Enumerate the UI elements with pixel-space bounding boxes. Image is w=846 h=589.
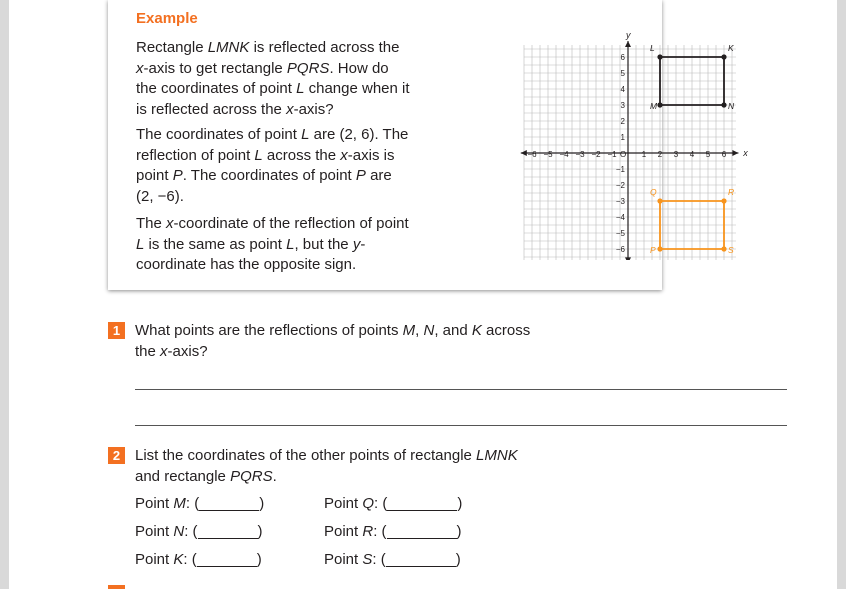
point-label-r: R <box>728 187 735 197</box>
example-paragraph-2: The coordinates of point L are (2, 6). The reflection of point L across the x-axis is point P. The coordinates of point P are (2, −6). <box>136 126 409 205</box>
y-tick-label: −6 <box>615 245 625 254</box>
x-tick-label: 1 <box>641 150 647 159</box>
y-tick-label: 2 <box>620 117 625 126</box>
point-label-q: Q <box>650 187 657 197</box>
y-tick-label: −2 <box>615 181 625 190</box>
y-tick-label: 4 <box>620 85 625 94</box>
point-label-s: S <box>728 245 734 255</box>
point-m-entry: Point M: ( ) <box>135 495 265 512</box>
y-tick-label: 6 <box>620 53 625 62</box>
x-tick-label: −1 <box>607 150 617 159</box>
point-s-entry: Point S: ( ) <box>324 551 461 568</box>
point-label-m: M <box>650 101 658 111</box>
page-edge-right <box>837 0 846 589</box>
x-axis-arrow <box>732 150 738 156</box>
answer-line[interactable] <box>135 389 787 390</box>
coordinate-blank[interactable] <box>387 524 457 539</box>
x-tick-label: −4 <box>559 150 569 159</box>
point-p <box>657 246 662 251</box>
point-n-entry: Point N: ( ) <box>135 523 263 540</box>
y-axis-label: y <box>626 29 631 40</box>
point-label-p: P <box>650 245 656 255</box>
next-question-badge-partial <box>108 585 125 589</box>
answer-line[interactable] <box>135 425 787 426</box>
coordinate-blank[interactable] <box>197 552 257 567</box>
x-tick-label: 3 <box>673 150 679 159</box>
point-k <box>721 54 726 59</box>
x-tick-label: −6 <box>527 150 537 159</box>
y-tick-label: −1 <box>615 165 625 174</box>
y-tick-label: 1 <box>620 133 625 142</box>
point-label-n: N <box>728 101 735 111</box>
question-number-badge: 1 <box>108 322 125 339</box>
x-axis-label: x <box>743 148 748 158</box>
question-2-text: List the coordinates of the other points of rectangle LMNK and rectangle PQRS. <box>135 447 518 485</box>
x-tick-label: 4 <box>689 150 695 159</box>
coordinate-blank[interactable] <box>198 524 258 539</box>
coordinate-blank[interactable] <box>199 496 259 511</box>
point-r <box>721 198 726 203</box>
question-1-text: What points are the reflections of points M, N, and K across the x-axis? <box>135 322 531 360</box>
y-axis-arrow <box>625 41 631 47</box>
point-q-entry: Point Q: ( ) <box>324 495 463 512</box>
x-tick-label: −3 <box>575 150 585 159</box>
example-paragraph-3: The x-coordinate of the reflection of point L is the same as point L, but the y-coordinate has the opposite sign. <box>136 215 409 273</box>
point-k-entry: Point K: ( ) <box>135 551 262 568</box>
page-edge-left <box>0 0 9 589</box>
point-l <box>657 54 662 59</box>
x-tick-label: −5 <box>543 150 553 159</box>
y-tick-label: 3 <box>620 101 625 110</box>
y-tick-label: −3 <box>615 197 625 206</box>
y-tick-label: −5 <box>615 229 625 238</box>
x-tick-label: 6 <box>721 150 727 159</box>
x-tick-label: −2 <box>591 150 601 159</box>
origin-label: O <box>620 150 627 159</box>
coordinate-graph <box>518 20 758 260</box>
point-s <box>721 246 726 251</box>
example-paragraph-1: Rectangle LMNK is reflected across the x-axis to get rectangle PQRS. How do the coordinates of point L change when it is reflected across the x-axis? <box>136 39 410 118</box>
coordinate-blank[interactable] <box>387 496 457 511</box>
point-label-k: K <box>728 43 734 53</box>
point-n <box>721 102 726 107</box>
coordinate-blank[interactable] <box>386 552 456 567</box>
x-tick-label: 5 <box>705 150 711 159</box>
y-axis-arrow <box>625 257 631 260</box>
question-number-badge: 2 <box>108 447 125 464</box>
point-label-l: L <box>650 43 655 53</box>
y-tick-label: 5 <box>620 69 625 78</box>
y-tick-label: −4 <box>615 213 625 222</box>
example-title: Example <box>136 10 198 27</box>
example-card <box>108 0 748 290</box>
point-m <box>657 102 662 107</box>
x-tick-label: 2 <box>657 150 663 159</box>
point-q <box>657 198 662 203</box>
point-r-entry: Point R: ( ) <box>324 523 462 540</box>
